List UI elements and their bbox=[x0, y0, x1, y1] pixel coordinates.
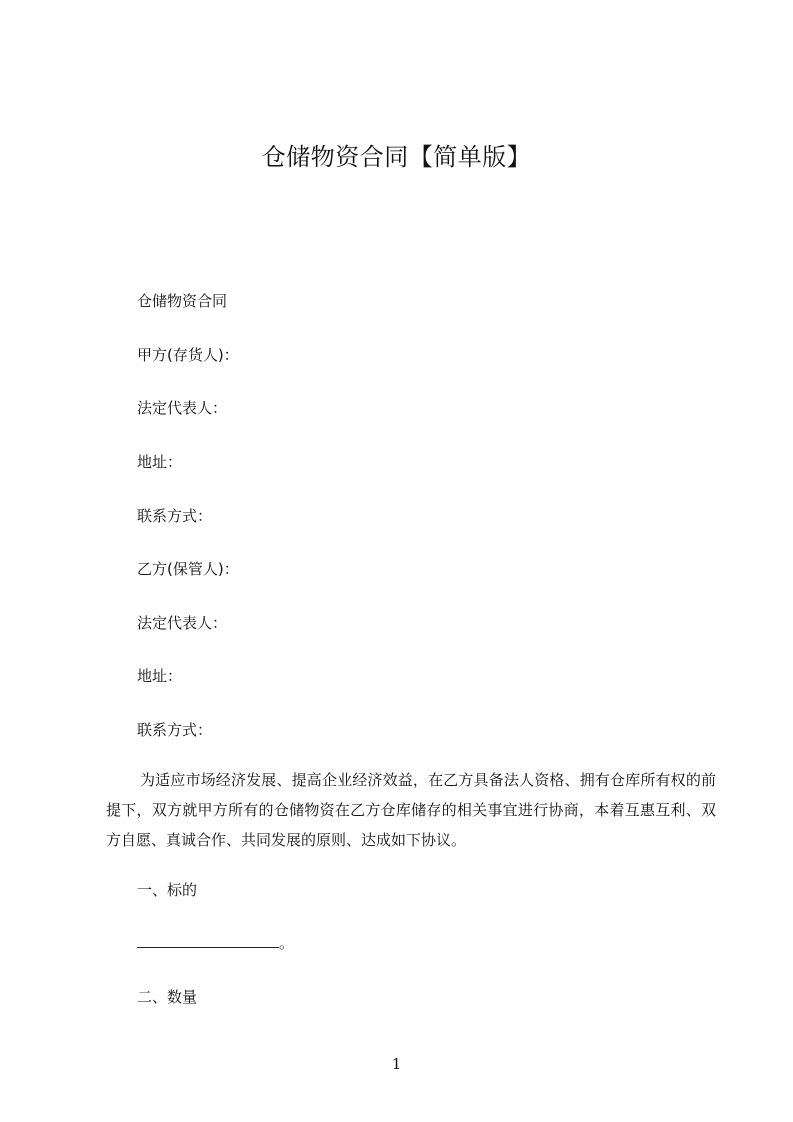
party-b-address-label: 地址： bbox=[137, 667, 183, 685]
section-1-title: 一、标的 bbox=[137, 881, 198, 899]
section-2-title: 二、数量 bbox=[137, 988, 198, 1006]
party-b-representative-label: 法定代表人： bbox=[137, 614, 228, 632]
party-b-contact-label: 联系方式： bbox=[137, 721, 213, 739]
section-1-period: 。 bbox=[279, 934, 295, 952]
contract-heading: 仓储物资合同 bbox=[137, 292, 228, 310]
party-a-address-label: 地址： bbox=[137, 453, 183, 471]
party-a-representative-label: 法定代表人： bbox=[137, 399, 228, 417]
page-number: 1 bbox=[391, 1055, 402, 1073]
fill-in-blank bbox=[137, 933, 279, 948]
party-b-label: 乙方(保管人)： bbox=[137, 560, 239, 578]
section-1-blank-line bbox=[137, 933, 294, 953]
page-title: 仓储物资合同【简单版】 bbox=[261, 143, 532, 171]
preamble-paragraph: 为适应市场经济发展、提高企业经济效益，在乙方具备法人资格、拥有仓库所有权的前提下，双方就甲方所有的仓储物资在乙方仓库储存的相关事宜进行协商，本着互惠互利、双方自愿、真诚合作、共同发展的原则、达成如下协议。 bbox=[106, 771, 716, 849]
party-a-label: 甲方(存货人)： bbox=[137, 346, 239, 364]
party-a-contact-label: 联系方式： bbox=[137, 507, 213, 525]
